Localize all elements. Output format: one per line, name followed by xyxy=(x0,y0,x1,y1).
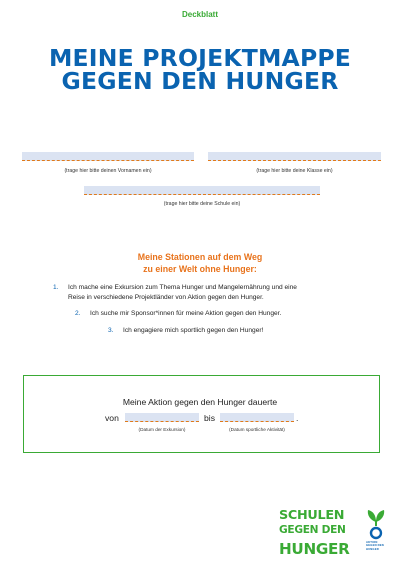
excursion-date-field[interactable] xyxy=(125,413,199,422)
logo-small-line3: HUNGER xyxy=(366,547,379,551)
sport-date-hint: (Datum sportliche Aktivität) xyxy=(229,427,285,432)
list-number: 2. xyxy=(75,310,81,317)
stations-heading xyxy=(0,251,400,275)
school-field[interactable] xyxy=(84,186,320,195)
action-duration-text: Meine Aktion gegen den Hunger dauerte xyxy=(122,397,278,407)
first-name-hint: (trage hier bitte deinen Vornamen ein) xyxy=(64,168,152,174)
page-title-line1: MEINE PROJEKTMAPPE xyxy=(48,44,352,72)
list-item xyxy=(75,309,375,319)
list-number: 3. xyxy=(108,327,114,334)
sport-date-field[interactable] xyxy=(220,413,294,422)
stations-heading-line1: Meine Stationen auf dem Weg xyxy=(137,252,263,262)
schulen-gegen-den-hunger-logo xyxy=(279,508,389,564)
first-name-field[interactable] xyxy=(22,152,194,161)
list-item xyxy=(108,326,368,336)
school-hint: (trage hier bitte deine Schule ein) xyxy=(163,201,241,207)
end-period: . xyxy=(296,413,299,423)
logo-text-line3: HUNGER xyxy=(279,540,350,558)
action-duration-box xyxy=(23,375,380,453)
logo-text-line2: GEGEN DEN xyxy=(279,524,346,536)
stations-heading-line2: zu einer Welt ohne Hunger: xyxy=(143,264,257,274)
from-label: von xyxy=(105,413,119,423)
list-number: 1. xyxy=(53,284,59,291)
logo-small-line1: AKTION xyxy=(366,541,378,544)
logo-small-line2: GEGEN DEN xyxy=(366,544,384,548)
page-title-line2: GEGEN DEN HUNGER xyxy=(61,67,339,95)
class-hint: (trage hier bitte deine Klasse ein) xyxy=(256,168,333,174)
list-item-line1: Ich engagiere mich sportlich gegen den Hunger! xyxy=(123,327,264,334)
list-item-line1: Ich mache eine Exkursion zum Thema Hunger und Mangelernährung und eine xyxy=(68,284,297,291)
to-label: bis xyxy=(204,413,215,423)
list-item-line2: Reise in verschiedene Projektländer von Aktion gegen den Hunger. xyxy=(68,293,264,301)
logo-text-line1: SCHULEN xyxy=(279,508,345,523)
excursion-date-hint: (Datum der Exkursion) xyxy=(138,427,186,432)
list-item xyxy=(53,283,373,302)
section-label: Deckblatt xyxy=(181,10,218,19)
logo-small-text xyxy=(366,541,384,551)
class-field[interactable] xyxy=(208,152,381,161)
list-item-line1: Ich suche mir Sponsor*innen für meine Aktion gegen den Hunger. xyxy=(90,310,282,317)
